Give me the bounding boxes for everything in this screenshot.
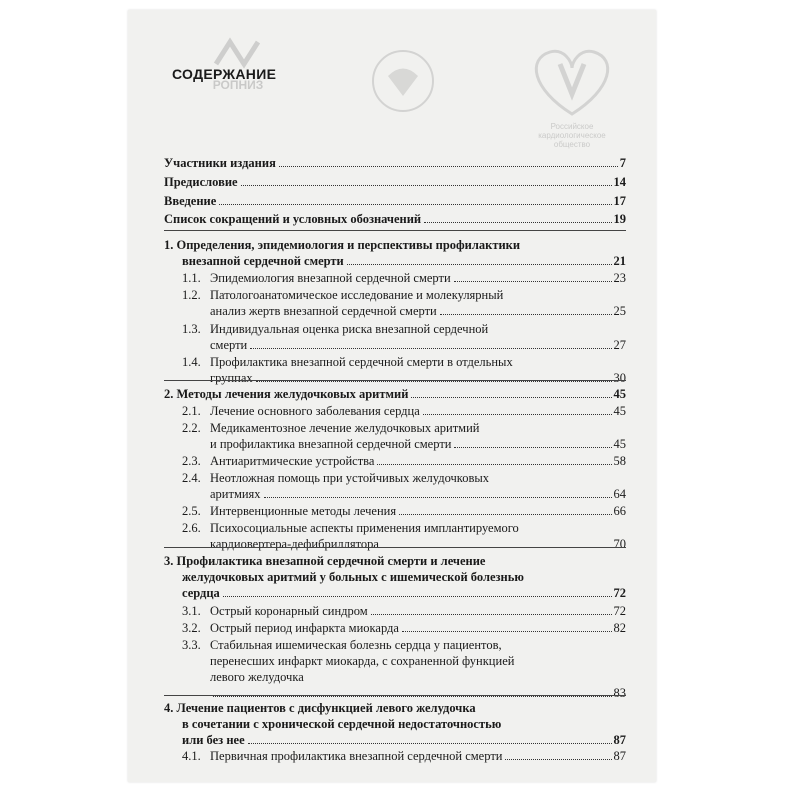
toc-entry-title-line: Первичная профилактика внезапной сердечной смерти — [210, 749, 503, 763]
toc-entry-1-4[interactable] — [182, 354, 626, 386]
section-divider — [164, 695, 626, 696]
toc-entry-title-line: Медикаментозное лечение желудочковых аритмий — [210, 421, 480, 435]
toc-entry-front-2[interactable] — [164, 174, 626, 190]
dot-leader — [223, 596, 612, 597]
toc-page-number: 87 — [613, 733, 626, 747]
toc-entry-title-line: кардиовертера-дефибриллятора — [210, 537, 379, 551]
toc-page-number: 14 — [613, 175, 626, 189]
toc-page-number: 83 — [613, 686, 626, 700]
toc-page-number: 64 — [613, 487, 626, 501]
toc-entry-title-line: 3. Профилактика внезапной сердечной смерти и лечение — [164, 554, 486, 568]
dot-leader — [454, 281, 612, 282]
toc-entry-title-line: Индивидуальная оценка риска внезапной сердечной — [210, 322, 489, 336]
toc-entry-front-3[interactable] — [164, 193, 626, 209]
toc-entry-chapter-3[interactable] — [164, 553, 626, 601]
dot-leader — [377, 464, 611, 465]
toc-entry-2-3[interactable] — [182, 453, 626, 469]
toc-entry-title-line: Стабильная ишемическая болезнь сердца у пациентов, — [210, 638, 502, 652]
section-divider — [164, 547, 626, 548]
toc-page-number: 45 — [613, 437, 626, 451]
dot-leader — [440, 314, 612, 315]
toc-entry-title-line: 2. Методы лечения желудочковых аритмий — [164, 387, 409, 401]
dot-leader — [423, 414, 612, 415]
toc-entry-1-3[interactable] — [182, 321, 626, 353]
toc-entry-title-line: Эпидемиология внезапной сердечной смерти — [210, 271, 451, 285]
rko-watermark-text: Российское кардиологическое общество — [538, 122, 606, 149]
toc-entry-title: Участники издания — [164, 156, 276, 170]
toc-page-number: 17 — [613, 194, 626, 208]
toc-entry-front-4[interactable] — [164, 211, 626, 227]
dot-leader — [264, 497, 612, 498]
toc-entry-title: Введение — [164, 194, 217, 208]
toc-entry-title-line: Психосоциальные аспекты применения имплантируемого — [210, 521, 519, 535]
heart-logo-watermark — [368, 46, 438, 121]
toc-page-number: 30 — [613, 371, 626, 385]
dot-leader — [250, 348, 611, 349]
toc-entry-title-line: сердца — [182, 586, 220, 600]
toc-entry-1-1[interactable] — [182, 270, 626, 286]
section-divider — [164, 230, 626, 231]
ropniz-logo-watermark — [208, 34, 268, 92]
toc-entry-number: 1.3. — [182, 322, 201, 336]
toc-entry-title-line: внезапной сердечной смерти — [182, 254, 344, 268]
toc-entry-title-line: и профилактика внезапной сердечной смерти — [210, 437, 452, 451]
toc-entry-title-line: перенесших инфаркт миокарда, с сохраненной функцией — [210, 654, 515, 668]
dot-leader — [454, 447, 611, 448]
toc-entry-title-line: 1. Определения, эпидемиология и перспективы профилактики — [164, 238, 521, 252]
toc-entry-4-1[interactable] — [182, 748, 626, 764]
dot-leader — [256, 381, 612, 382]
toc-entry-title-line: смерти — [210, 338, 248, 352]
toc-entry-title-line: группах — [210, 371, 253, 385]
toc-entry-number: 2.3. — [182, 454, 201, 468]
toc-entry-number: 2.6. — [182, 521, 201, 535]
toc-page-number: 72 — [613, 604, 626, 618]
toc-page-number: 21 — [613, 254, 626, 268]
toc-entry-title-line: в сочетании с хронической сердечной недостаточностью — [182, 717, 502, 731]
toc-entry-title-line: Интервенционные методы лечения — [210, 504, 397, 518]
toc-entry-number: 2.5. — [182, 504, 201, 518]
toc-entry-2-2[interactable] — [182, 420, 626, 452]
toc-page-number: 66 — [613, 504, 626, 518]
toc-entry-title-line: аритмиях — [210, 487, 261, 501]
dot-leader — [505, 759, 611, 760]
toc-page-number: 72 — [613, 586, 626, 600]
toc-entry-title-line: Профилактика внезапной сердечной смерти в отдельных — [210, 355, 513, 369]
dot-leader — [411, 397, 611, 398]
toc-page-number: 7 — [619, 156, 626, 170]
toc-page-number: 23 — [613, 271, 626, 285]
toc-entry-title-line: Острый период инфаркта миокарда — [210, 621, 399, 635]
toc-entry-title-line: анализ жертв внезапной сердечной смерти — [210, 304, 437, 318]
toc-entry-chapter-1[interactable] — [164, 237, 626, 269]
toc-entry-title-line: или без нее — [182, 733, 245, 747]
section-divider — [164, 380, 626, 381]
toc-entry-2-4[interactable] — [182, 470, 626, 502]
toc-entry-chapter-2[interactable] — [164, 386, 626, 402]
toc-entry-title: Список сокращений и условных обозначений — [164, 212, 422, 226]
toc-entry-number: 2.1. — [182, 404, 201, 418]
toc-entry-3-3[interactable] — [182, 637, 626, 701]
dot-leader — [219, 204, 611, 205]
toc-page-number: 58 — [613, 454, 626, 468]
toc-entry-1-2[interactable] — [182, 287, 626, 319]
toc-entry-title-line: Острый коронарный синдром — [210, 604, 368, 618]
toc-entry-title-line: Патологоанатомическое исследование и молекулярный — [210, 288, 504, 302]
toc-heading: СОДЕРЖАНИЕ — [172, 66, 277, 82]
ropniz-watermark-text: РОПНИЗ — [212, 78, 264, 92]
toc-entry-number: 1.4. — [182, 355, 201, 369]
toc-entry-number: 3.2. — [182, 621, 201, 635]
toc-page-number: 87 — [613, 749, 626, 763]
dot-leader — [399, 514, 611, 515]
toc-page-number: 27 — [613, 338, 626, 352]
dot-leader — [371, 614, 612, 615]
toc-page-number: 19 — [613, 212, 626, 226]
toc-page-number: 45 — [613, 404, 626, 418]
toc-entry-number: 2.4. — [182, 471, 201, 485]
toc-entry-title-line: левого желудочка — [210, 670, 304, 684]
toc-entry-3-1[interactable] — [182, 603, 626, 619]
toc-entry-number: 2.2. — [182, 421, 201, 435]
dot-leader — [241, 185, 612, 186]
toc-entry-title: Предисловие — [164, 175, 238, 189]
toc-entry-front-1[interactable] — [164, 155, 626, 171]
dot-leader — [424, 222, 611, 223]
toc-entry-chapter-4[interactable] — [164, 700, 626, 748]
dot-leader — [279, 166, 618, 167]
dot-leader — [347, 264, 612, 265]
toc-entry-number: 4.1. — [182, 749, 201, 763]
rko-logo-watermark — [522, 44, 622, 149]
toc-page-number: 70 — [613, 537, 626, 551]
toc-entry-2-5[interactable] — [182, 503, 626, 519]
toc-entry-number: 3.3. — [182, 638, 201, 652]
toc-page-number: 25 — [613, 304, 626, 318]
dot-leader — [213, 696, 612, 697]
toc-entry-title-line: Лечение основного заболевания сердца — [210, 404, 420, 418]
toc-entry-title-line: Неотложная помощь при устойчивых желудочковых — [210, 471, 490, 485]
dot-leader — [402, 631, 612, 632]
toc-entry-2-1[interactable] — [182, 403, 626, 419]
toc-entry-title-line: желудочковых аритмий у больных с ишемической болезнью — [182, 570, 524, 584]
toc-entry-number: 1.2. — [182, 288, 201, 302]
toc-entry-number: 3.1. — [182, 604, 201, 618]
toc-entry-title-line: Антиаритмические устройства — [210, 454, 375, 468]
toc-entry-number: 1.1. — [182, 271, 201, 285]
book-page — [128, 10, 656, 782]
toc-page-number: 82 — [613, 621, 626, 635]
toc-entry-3-2[interactable] — [182, 620, 626, 636]
toc-entry-title-line: 4. Лечение пациентов с дисфункцией левого желудочка — [164, 701, 476, 715]
dot-leader — [248, 743, 612, 744]
toc-page-number: 45 — [613, 387, 626, 401]
